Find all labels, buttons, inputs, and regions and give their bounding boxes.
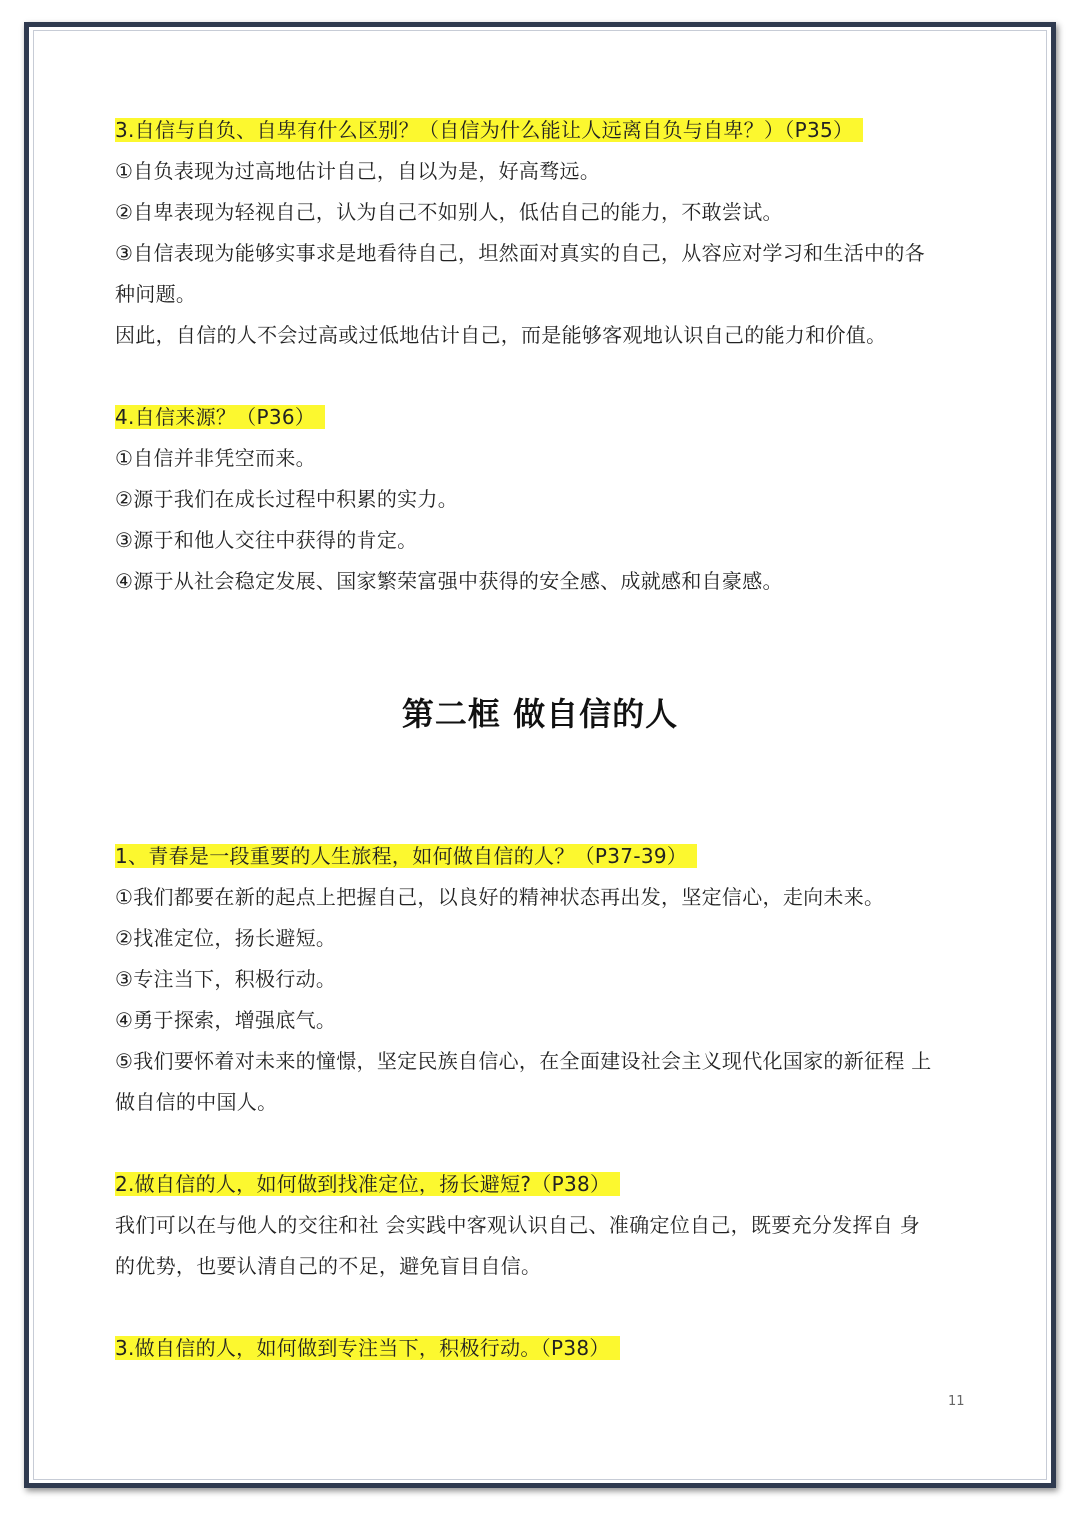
answer-line: 我们可以在与他人的交往和社 会实践中客观认识自己、准确定位自己，既要充分发挥自 身 [115,1213,921,1237]
answer-line: ④源于从社会稳定发展、国家繁荣富强中获得的安全感、成就感和自豪感。 [115,569,783,593]
answer-line: ⑤我们要怀着对未来的憧憬，坚定民族自信心，在全面建设社会主义现代化国家的新征程 上 [115,1049,932,1073]
answer-line: ①自信并非凭空而来。 [115,446,316,470]
answer-line: ②自卑表现为轻视自己，认为自己不如别人，低估自己的能力，不敢尝试。 [115,200,783,224]
question-heading: 3.自信与自负、自卑有什么区别？（自信为什么能让人远离自负与自卑？）（P35） [115,116,863,144]
answer-line: ①自负表现为过高地估计自己，自以为是，好高骛远。 [115,159,601,183]
question-heading: 2.做自信的人，如何做到找准定位，扬长避短?（P38） [115,1170,620,1198]
answer-line: ②源于我们在成长过程中积累的实力。 [115,487,459,511]
question-heading: 3.做自信的人，如何做到专注当下，积极行动。（P38） [115,1334,620,1362]
answer-line: 的优势，也要认清自己的不足，避免盲目自信。 [115,1254,542,1278]
answer-line: ④勇于探索，增强底气。 [115,1008,337,1032]
answer-line: 因此，自信的人不会过高或过低地估计自己，而是能够客观地认识自己的能力和价值。 [115,323,887,347]
question-heading: 4.自信来源？（P36） [115,403,325,431]
page-number: 11 [948,1394,965,1409]
answer-line: 种问题。 [115,282,197,306]
answer-line: ③源于和他人交往中获得的肯定。 [115,528,418,552]
question-heading: 1、青春是一段重要的人生旅程，如何做自信的人？（P37-39） [115,842,697,870]
answer-line: ①我们都要在新的起点上把握自己，以良好的精神状态再出发，坚定信心，走向未来。 [115,885,885,909]
answer-line: ②找准定位，扬长避短。 [115,926,337,950]
section-title: 第二框 做自信的人 [401,695,679,733]
answer-line: ③自信表现为能够实事求是地看待自己，坦然面对真实的自己，从容应对学习和生活中的各 [115,241,925,265]
answer-line: ③专注当下，积极行动。 [115,967,337,991]
answer-line: 做自信的中国人。 [115,1090,278,1114]
